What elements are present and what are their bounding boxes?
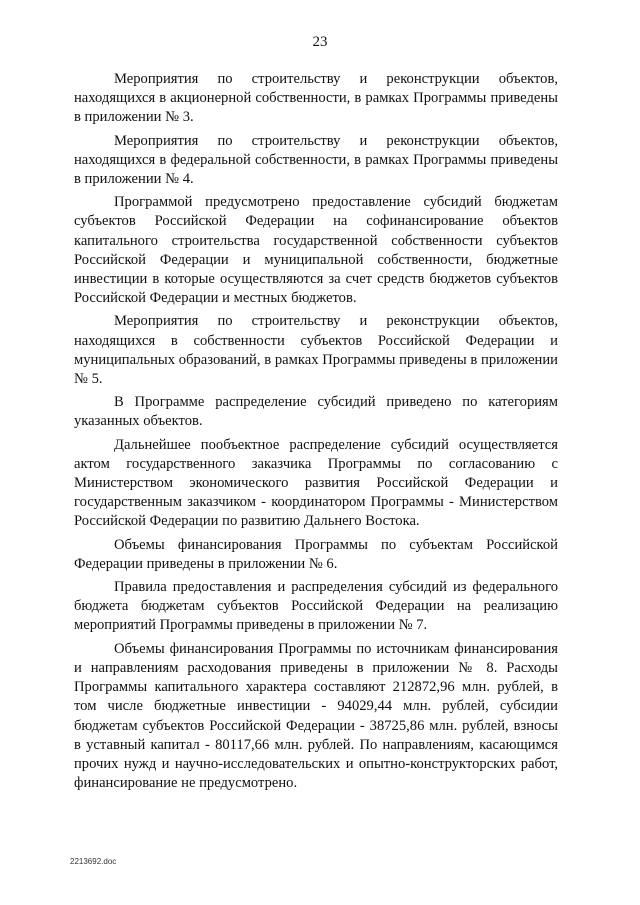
paragraph-subsidies-provision: Программой предусмотрено предоставление субсидий бюджетам субъектов Российской Федерации на софинансирование объектов капитального строительства государственной собственности субъектов Российской Федерации и муниципальной собственности, бюджетные инвестиции в которые осуществляются за счет средств бюджетов субъектов Российской Федерации и местных бюджетов.	[74, 194, 558, 307]
document-file-code: 2213692.doc	[70, 857, 117, 866]
paragraph-regional-funding: Объемы финансирования Программы по субъектам Российской Федерации приведены в приложении № 6.	[74, 536, 558, 572]
paragraph-federal-objects: Мероприятия по строительству и реконструкции объектов, находящихся в федеральной собственности, в рамках Программы приведены в приложении № 4.	[74, 132, 558, 188]
paragraph-subsidy-rules: Правила предоставления и распределения субсидий из федерального бюджета бюджетам субъектов Российской Федерации на реализацию мероприятий Программы приведены в приложении № 7.	[74, 579, 558, 634]
document-body	[74, 70, 558, 797]
paragraph-object-distribution: Дальнейшее пообъектное распределение субсидий осуществляется актом государственного заказчика Программы по согласованию с Министерством экономического развития Российской Федерации и государственным заказчиком - координатором Программы - Министерством Российской Федерации по развитию Дальнего Востока.	[74, 436, 558, 530]
paragraph-joint-stock-objects: Мероприятия по строительству и реконструкции объектов, находящихся в акционерной собственности, в рамках Программы приведены в приложении № 3.	[74, 71, 558, 126]
page-number: 23	[312, 34, 328, 50]
paragraph-funding-sources: Объемы финансирования Программы по источникам финансирования и направлениям расходования приведены в приложении № 8. Расходы Программы капитального характера составляют 212872,96 млн. рублей, в том числе бюджетные инвестиции - 94029,44 млн. рублей, субсидии бюджетам субъектов Российской Федерации - 38725,86 млн. рублей, взносы в уставный капитал - 80117,66 млн. рублей. По направлениям, касающимся прочих нужд и научно-исследовательских и опытно-конструкторских работ, финансирование не предусмотрено.	[74, 640, 558, 792]
paragraph-regional-municipal-objects: Мероприятия по строительству и реконструкции объектов, находящихся в собственности субъектов Российской Федерации и муниципальных образований, в рамках Программы приведены в приложении № 5.	[74, 313, 558, 388]
paragraph-subsidy-categories: В Программе распределение субсидий приведено по категориям указанных объектов.	[74, 394, 558, 430]
